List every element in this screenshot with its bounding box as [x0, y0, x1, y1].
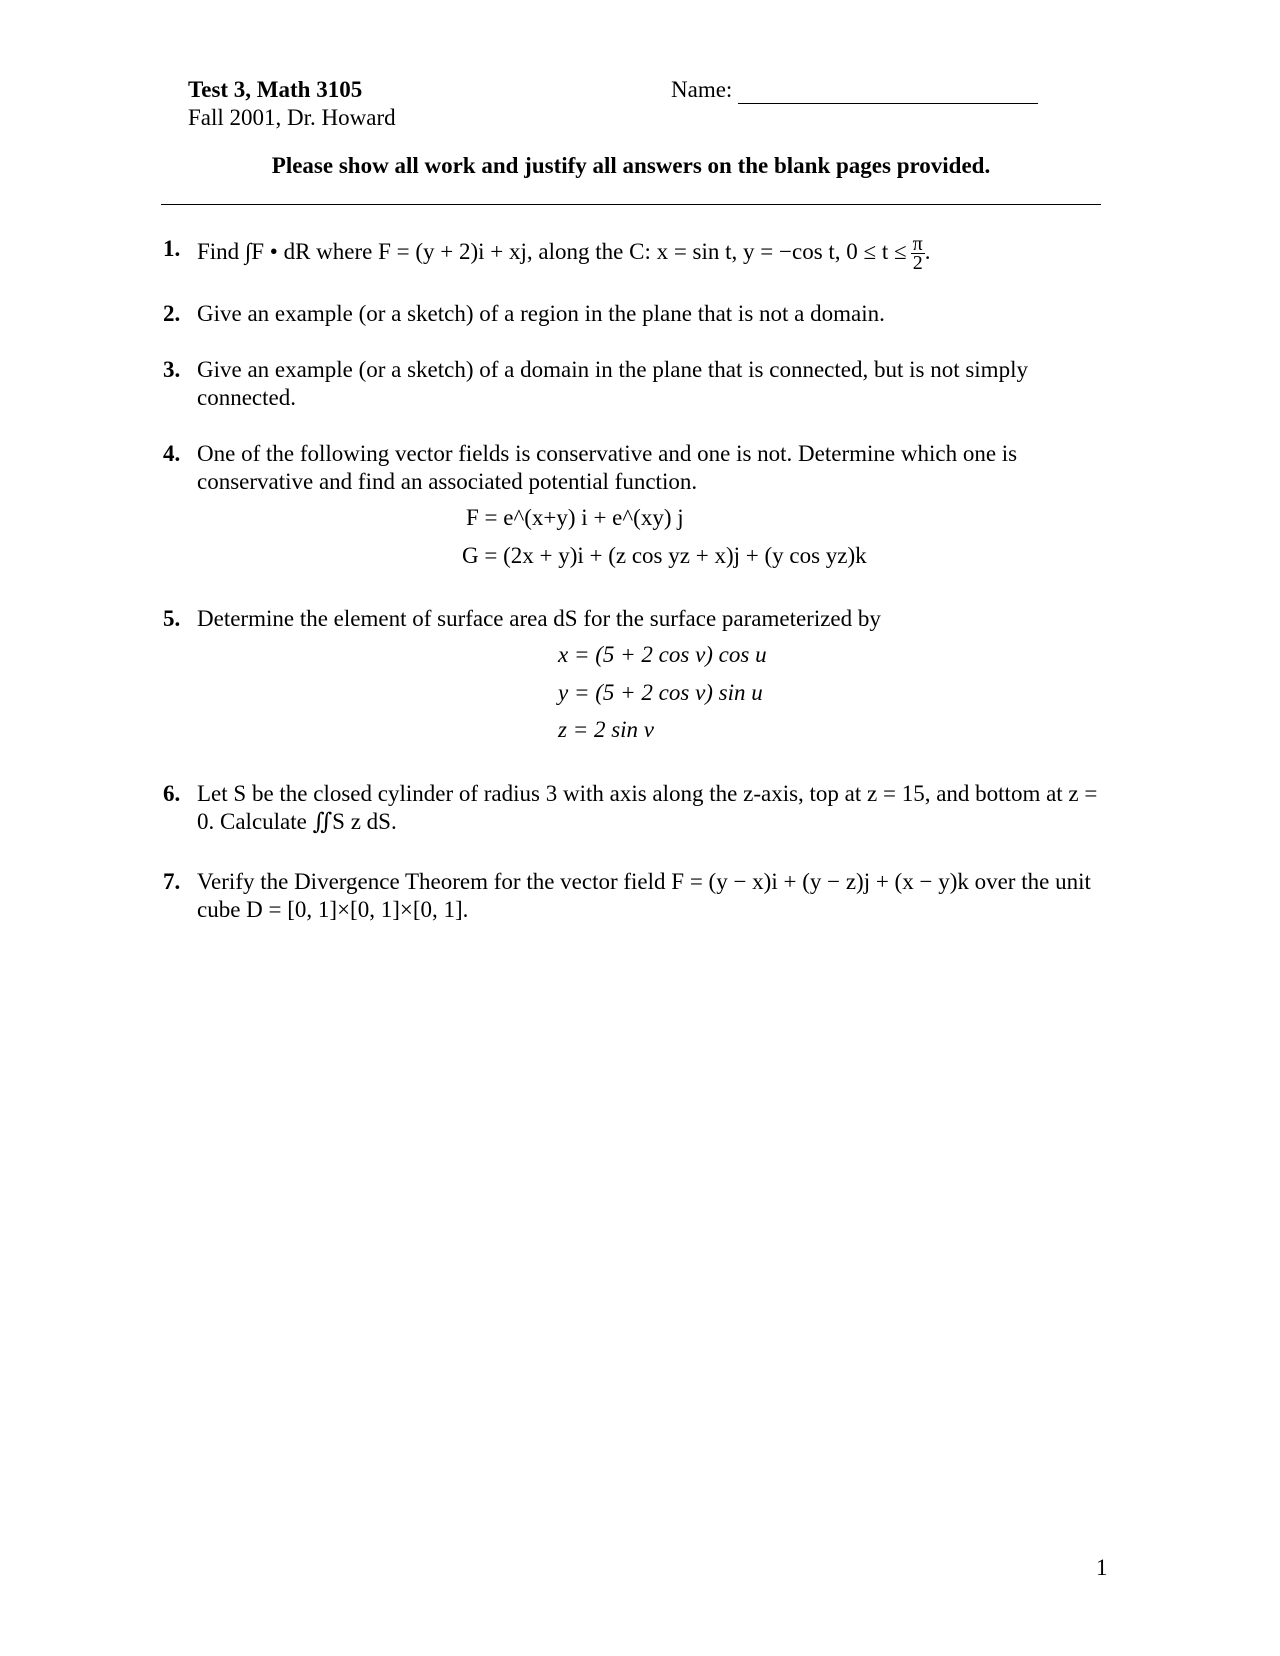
question-6	[163, 780, 1123, 836]
question-number: 3.	[163, 357, 181, 382]
page-number: 1	[1096, 1555, 1108, 1580]
question-text: Determine the element of surface area dS for the surface parameterized by	[197, 606, 881, 631]
question-number: 5.	[163, 606, 181, 631]
question-number: 1.	[163, 236, 181, 261]
question-text: Let S be the closed cylinder of radius 3 with axis along the z-axis, top at z = 15, and bottom at z = 0. Calculate ∬S z dS.	[197, 781, 1098, 834]
fraction-denominator: 2	[912, 252, 923, 274]
equation-z: z = 2 sin v	[558, 717, 655, 742]
question-4	[163, 440, 1123, 496]
equation-f: F = e^(x+y) i + e^(xy) j	[466, 505, 684, 530]
term-instructor: Fall 2001, Dr. Howard	[188, 105, 396, 130]
question-7	[163, 868, 1123, 924]
equation-g: G = (2x + y)i + (z cos yz + x)j + (y cos yz)k	[462, 543, 867, 568]
question-1	[163, 235, 1123, 272]
course-title: Test 3, Math 3105	[188, 77, 363, 102]
name-field[interactable]	[671, 76, 1038, 104]
question-number: 2.	[163, 301, 181, 326]
equation-x: x = (5 + 2 cos v) cos u	[558, 642, 767, 667]
question-text: One of the following vector fields is conservative and one is not. Determine which one is conservative and find an associated potential function.	[197, 441, 1018, 494]
equation-y: y = (5 + 2 cos v) sin u	[558, 680, 763, 705]
header-divider	[161, 204, 1101, 205]
fraction-numerator: π	[912, 233, 923, 255]
name-label: Name:	[671, 77, 733, 102]
question-text: Verify the Divergence Theorem for the vector field F = (y − x)i + (y − z)j + (x − y)k over the unit cube D = [0, 1]×[0, 1]×[0, 1].	[197, 869, 1091, 922]
question-3	[163, 356, 1123, 412]
question-number: 7.	[163, 869, 181, 894]
question-text: Find ∫F • dR where F = (y + 2)i + xj, along the C: x = sin t, y = −cos t, 0 ≤ t ≤	[197, 238, 907, 264]
question-number: 6.	[163, 781, 181, 806]
question-text: Give an example (or a sketch) of a domain in the plane that is connected, but is not simply connected.	[197, 357, 1028, 410]
question-end: .	[924, 238, 931, 264]
question-2	[163, 300, 1123, 328]
question-number: 4.	[163, 441, 181, 466]
instructions: Please show all work and justify all answers on the blank pages provided.	[271, 153, 991, 178]
question-text: Give an example (or a sketch) of a region in the plane that is not a domain.	[197, 301, 885, 326]
name-blank-line[interactable]	[738, 81, 1038, 104]
pi-over-two-fraction	[911, 235, 925, 272]
question-5	[163, 605, 1123, 633]
